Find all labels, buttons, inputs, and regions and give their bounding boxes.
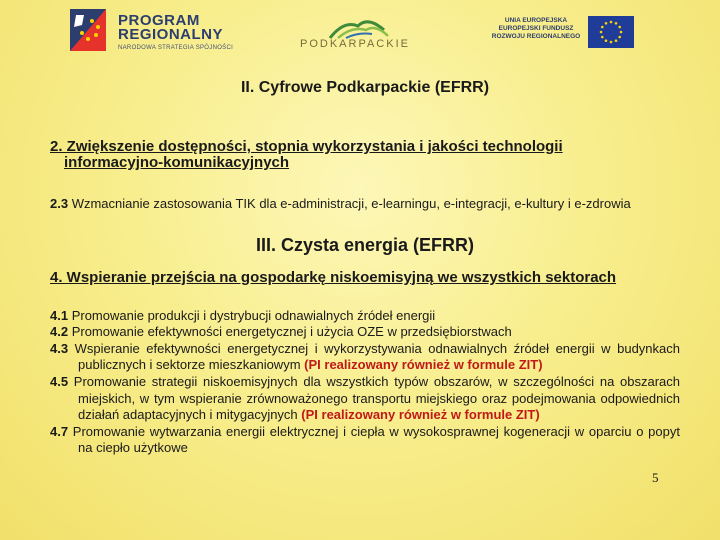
- measures-list: [50, 308, 680, 457]
- measure-item: [50, 324, 680, 341]
- measure-text: Promowanie strategii niskoemisyjnych dla wszystkich typów obszarów, w szczególności na obszarach miejskich, w tym wspieranie zrównoważonego transportu miejskiego oraz podejmowania odpowiednich działań adaptacyjnych i mitygacyjnych: [73, 373, 680, 423]
- logo-bar: [0, 0, 720, 62]
- priority-2-line1: 2. Zwiększenie dostępności, stopnia wykorzystania i jakości technologii: [50, 138, 563, 155]
- slide-content: [50, 78, 680, 457]
- eu-line2: EUROPEJSKI FUNDUSZ: [498, 25, 574, 32]
- program-regionalny-logo-icon: [66, 5, 110, 55]
- measure-item: [50, 341, 680, 374]
- eu-flag-icon: [588, 16, 634, 48]
- measure-text: Wzmacnianie zastosowania TIK dla e-administracji, e-learningu, e-integracji, e-kultury i e-zdrowia: [71, 196, 631, 211]
- eu-line1: UNIA EUROPEJSKA: [504, 17, 568, 24]
- measure-text: Wspieranie efektywności energetycznej i wykorzystywania odnawialnych źródeł energii w budynkach publicznych i sektorze mieszkaniowym: [74, 340, 680, 373]
- zit-note: (PI realizowany również w formule ZIT): [304, 357, 543, 373]
- measure-text: Promowanie wytwarzania energii elektrycznej i ciepła w wysokosprawnej kogeneracji w oparciu o popyt na ciepło użytkowe: [72, 423, 680, 456]
- measure-item: [50, 308, 680, 325]
- measure-number: 2.3: [50, 196, 69, 211]
- eu-fund-text: [490, 17, 582, 41]
- zit-note: (PI realizowany również w formule ZIT): [301, 407, 540, 423]
- eu-line3: ROZWOJU REGIONALNEGO: [491, 33, 581, 40]
- section-2-title: II. Cyfrowe Podkarpackie (EFRR): [240, 79, 490, 96]
- measure-number: 4.3: [50, 340, 69, 356]
- page-number: 5: [652, 470, 659, 485]
- strategy-label: NARODOWA STRATEGIA SPÓJNOŚCI: [118, 45, 234, 51]
- measure-number: 4.2: [50, 324, 69, 340]
- measure-2-3: [50, 196, 680, 213]
- priority-2-heading: [50, 139, 680, 171]
- measure-number: 4.5: [50, 373, 69, 389]
- measure-number: 4.7: [50, 423, 69, 439]
- section-3-title: III. Czysta energia (EFRR): [255, 234, 475, 255]
- measure-item: [50, 424, 680, 457]
- measure-number: 4.1: [50, 307, 69, 323]
- measure-item: [50, 374, 680, 424]
- regionalny-label: REGIONALNY: [118, 26, 224, 43]
- program-regionalny-text: [118, 14, 233, 51]
- program-label: PROGRAM: [118, 12, 200, 29]
- measure-text: Promowanie efektywności energetycznej i użycia OZE w przedsiębiorstwach: [71, 324, 512, 340]
- podkarpackie-label: PODKARPACKIE: [300, 38, 410, 50]
- priority-4-heading: 4. Wspieranie przejścia na gospodarkę niskoemisyjną we wszystkich sektorach: [50, 268, 617, 286]
- measure-text: Promowanie produkcji i dystrybucji odnawialnych źródeł energii: [71, 307, 436, 323]
- priority-2-line2: informacyjno-komunikacyjnych: [64, 154, 290, 171]
